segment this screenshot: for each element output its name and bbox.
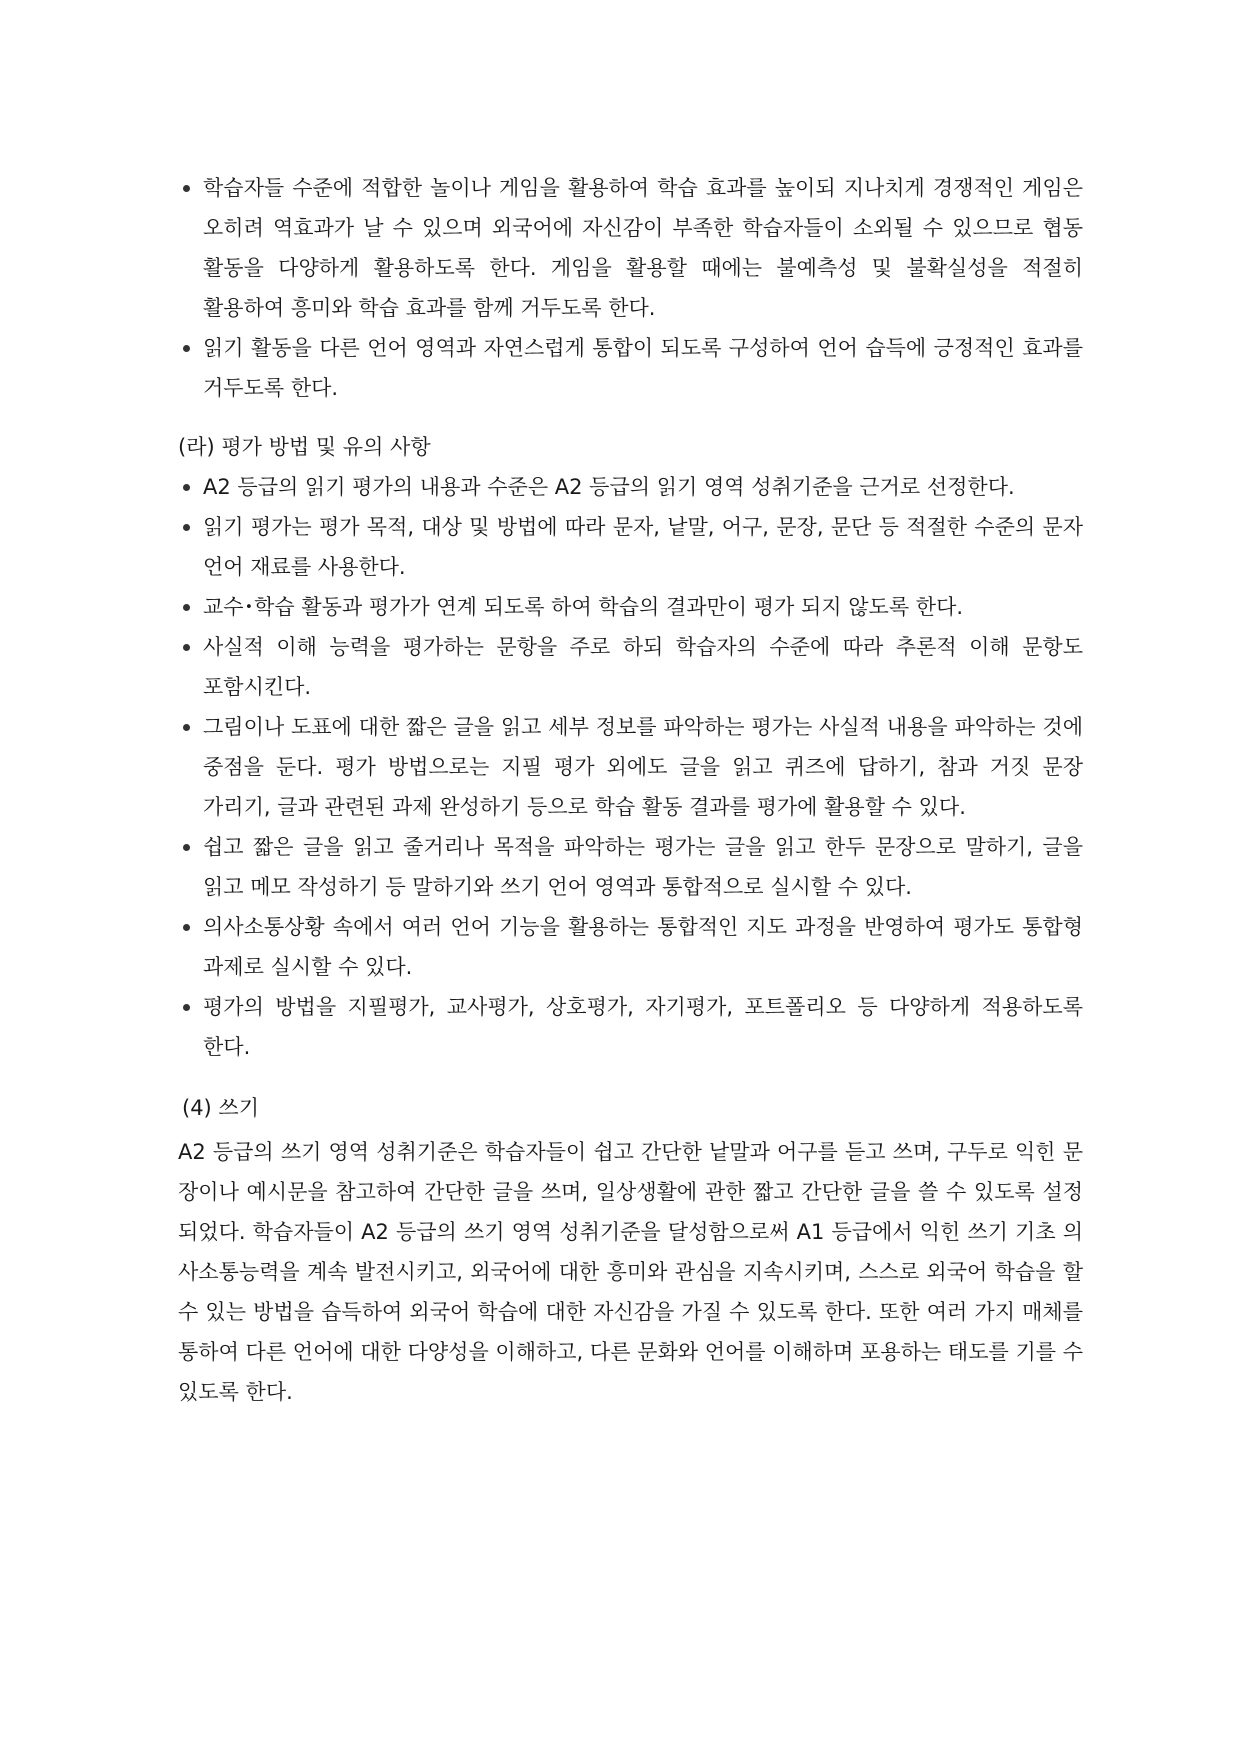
page-content	[178, 168, 1083, 1412]
assessment-section	[178, 427, 1083, 1067]
bullet-item: 의사소통상황 속에서 여러 언어 기능을 활용하는 통합적인 지도 과정을 반영하여 평가도 통합형 과제로 실시할 수 있다.	[178, 907, 1083, 987]
body-paragraph: A2 등급의 쓰기 영역 성취기준은 학습자들이 쉽고 간단한 낱말과 어구를 듣고 쓰며, 구두로 익힌 문장이나 예시문을 참고하여 간단한 글을 쓰며, 일상생활에 관한 짧고 간단한 글을 쓸 수 있도록 설정되었다. 학습자들이 A2 등급의 쓰기 영역 성취기준을 달성함으로써 A1 등급에서 익힌 쓰기 기초 의사소통능력을 계속 발전시키고, 외국어에 대한 흥미와 관심을 지속시키며, 스스로 외국어 학습을 할 수 있는 방법을 습득하여 외국어 학습에 대한 자신감을 가질 수 있도록 한다. 또한 여러 가지 매체를 통하여 다른 언어에 대한 다양성을 이해하고, 다른 문화와 언어를 이해하며 포용하는 태도를 기를 수 있도록 한다.	[178, 1140, 1083, 1404]
bullet-item: A2 등급의 읽기 평가의 내용과 수준은 A2 등급의 읽기 영역 성취기준을 근거로 선정한다.	[178, 467, 1083, 507]
bullet-item: 교수･학습 활동과 평가가 연계 되도록 하여 학습의 결과만이 평가 되지 않도록 한다.	[178, 587, 1083, 627]
bullet-item: 읽기 평가는 평가 목적, 대상 및 방법에 따라 문자, 낱말, 어구, 문장, 문단 등 적절한 수준의 문자 언어 재료를 사용한다.	[178, 507, 1083, 587]
bullet-item: 사실적 이해 능력을 평가하는 문항을 주로 하되 학습자의 수준에 따라 추론적 이해 문항도 포함시킨다.	[178, 627, 1083, 707]
teaching-notes-list	[178, 168, 1083, 408]
writing-section	[178, 1088, 1083, 1412]
bullet-item: 그림이나 도표에 대한 짧은 글을 읽고 세부 정보를 파악하는 평가는 사실적 내용을 파악하는 것에 중점을 둔다. 평가 방법으로는 지필 평가 외에도 글을 읽고 퀴즈에 답하기, 참과 거짓 문장 가리기, 글과 관련된 과제 완성하기 등으로 학습 활동 결과를 평가에 활용할 수 있다.	[178, 707, 1083, 827]
teaching-notes-continued	[178, 168, 1083, 408]
section-heading: (4) 쓰기	[182, 1096, 259, 1120]
section-heading: (라) 평가 방법 및 유의 사항	[178, 435, 431, 459]
assessment-list	[178, 467, 1083, 1067]
bullet-item: 읽기 활동을 다른 언어 영역과 자연스럽게 통합이 되도록 구성하여 언어 습득에 긍정적인 효과를 거두도록 한다.	[178, 328, 1083, 408]
bullet-item: 평가의 방법을 지필평가, 교사평가, 상호평가, 자기평가, 포트폴리오 등 다양하게 적용하도록 한다.	[178, 987, 1083, 1067]
bullet-item: 쉽고 짧은 글을 읽고 줄거리나 목적을 파악하는 평가는 글을 읽고 한두 문장으로 말하기, 글을 읽고 메모 작성하기 등 말하기와 쓰기 언어 영역과 통합적으로 실시할 수 있다.	[178, 827, 1083, 907]
bullet-item: 학습자들 수준에 적합한 놀이나 게임을 활용하여 학습 효과를 높이되 지나치게 경쟁적인 게임은 오히려 역효과가 날 수 있으며 외국어에 자신감이 부족한 학습자들이 소외될 수 있으므로 협동 활동을 다양하게 활용하도록 한다. 게임을 활용할 때에는 불예측성 및 불확실성을 적절히 활용하여 흥미와 학습 효과를 함께 거두도록 한다.	[178, 168, 1083, 328]
